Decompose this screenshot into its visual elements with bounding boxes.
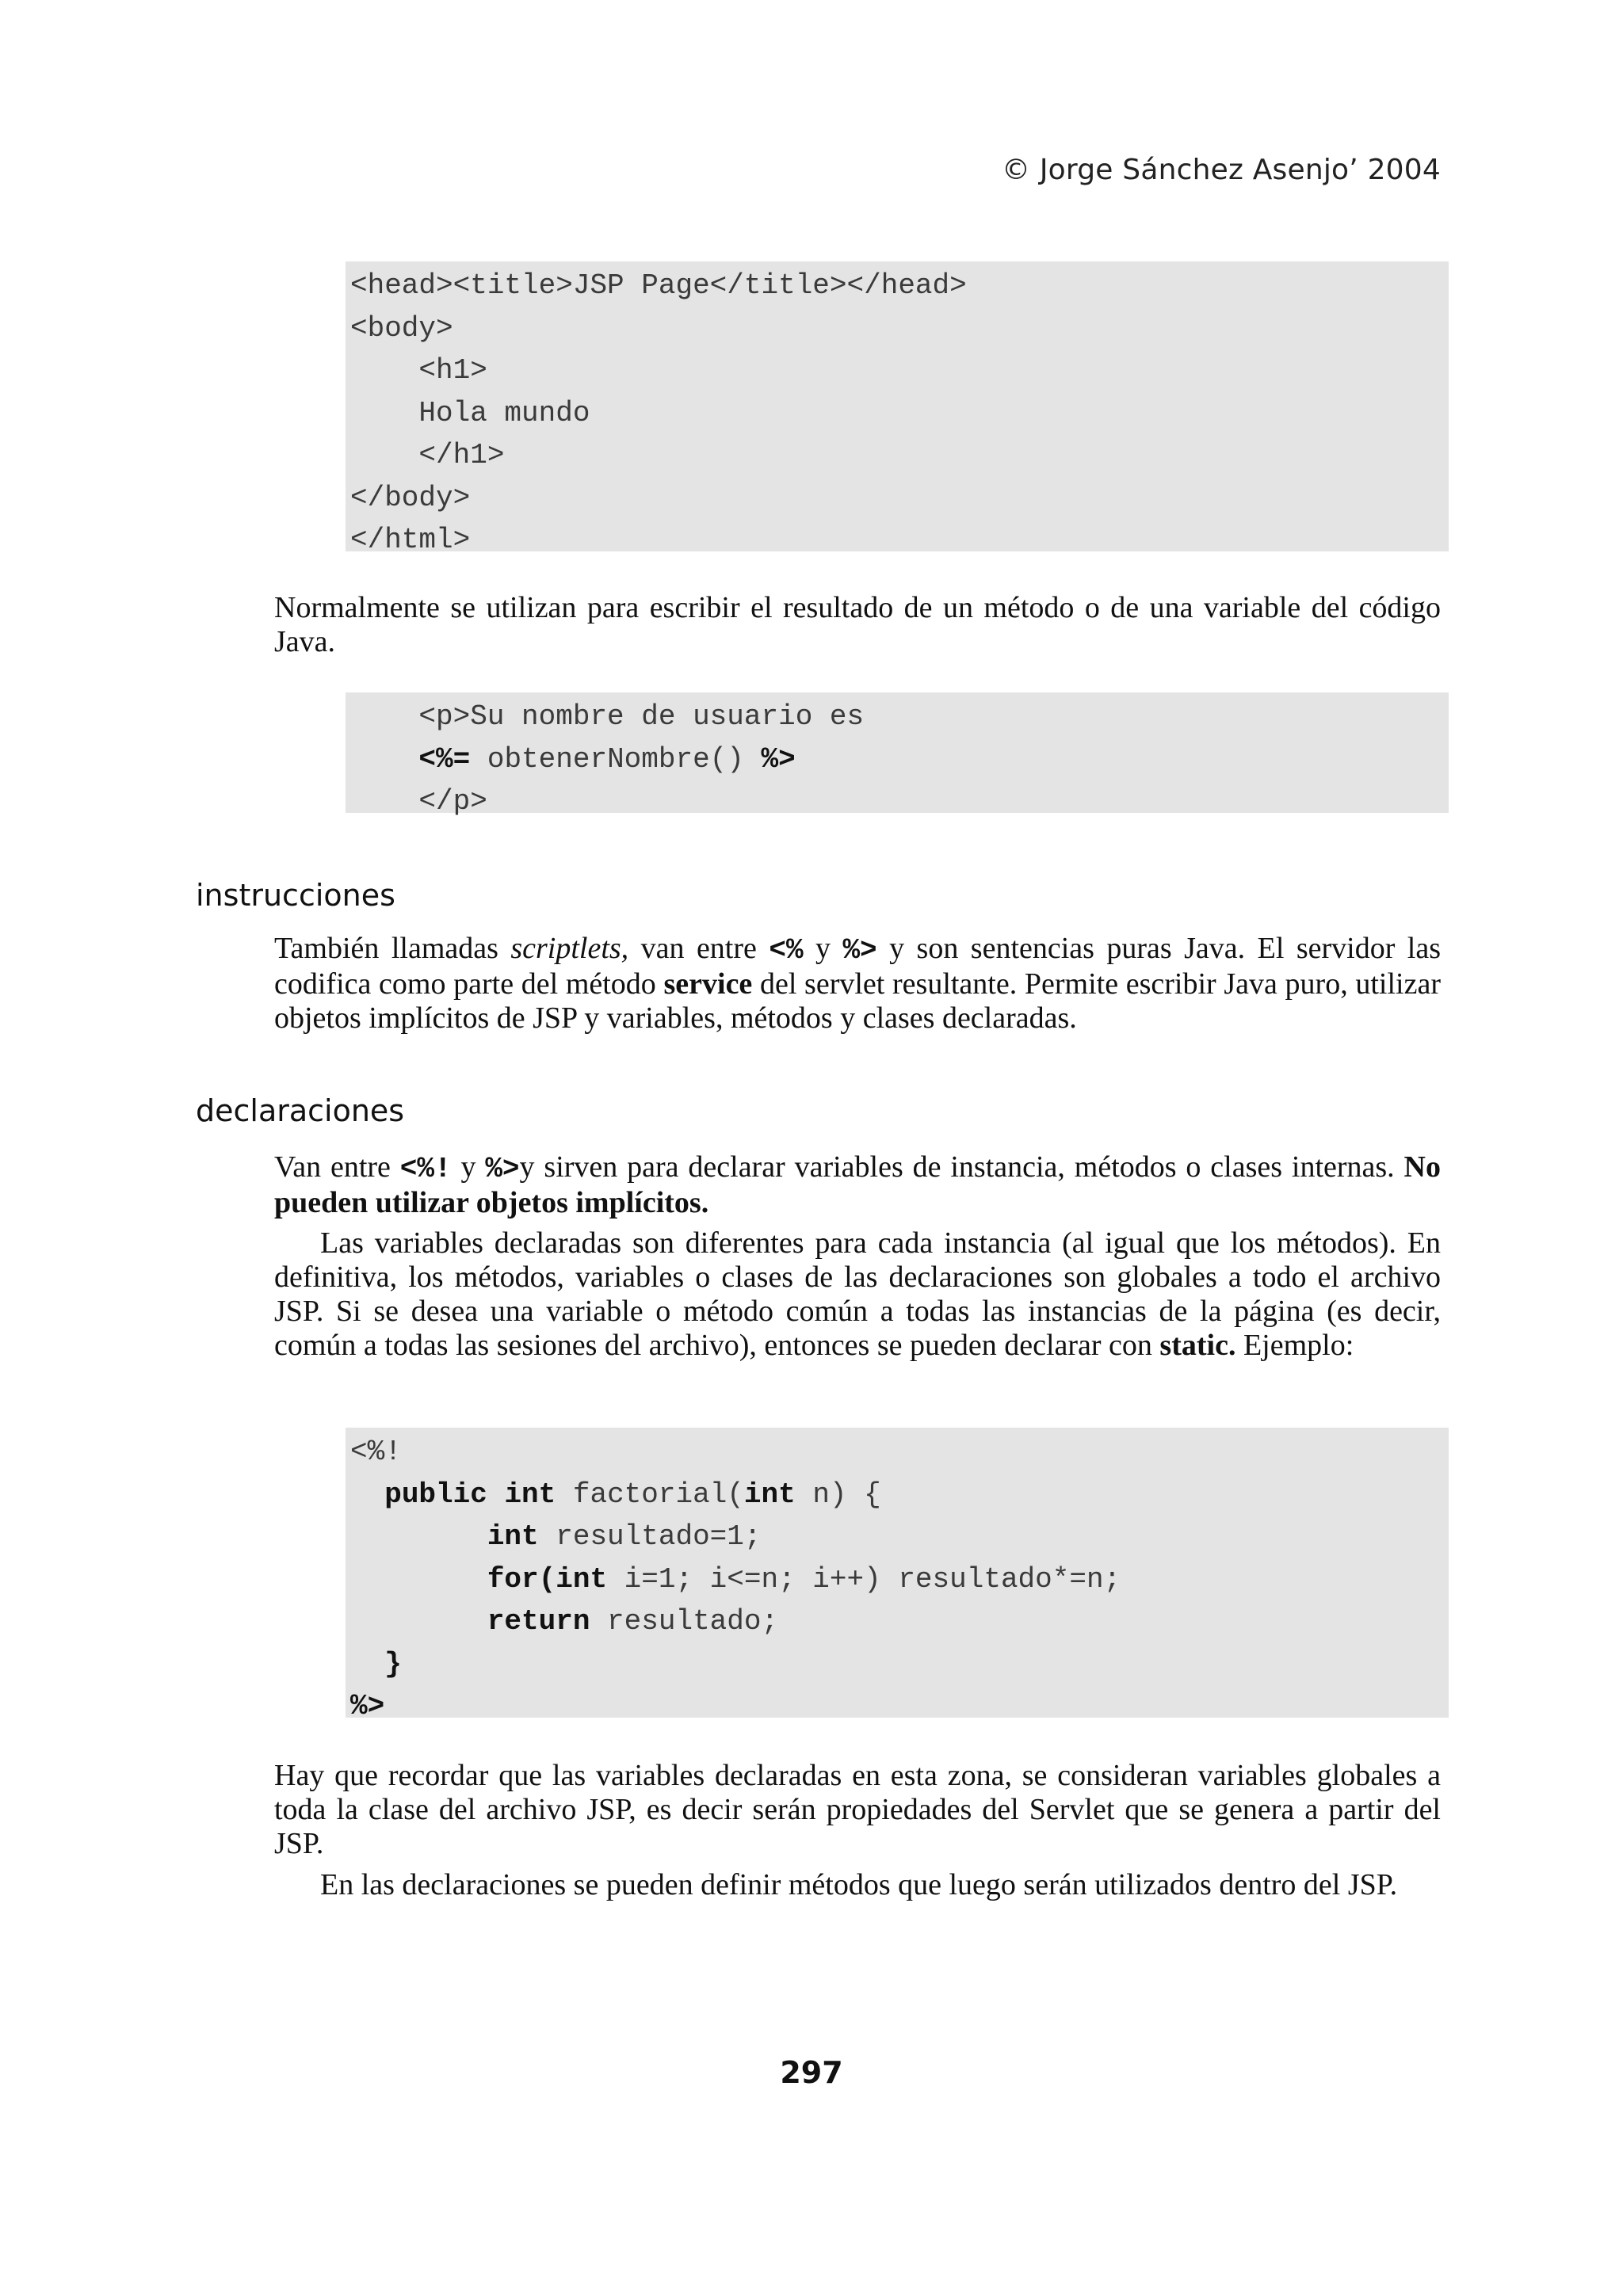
implicit-objects-warning: No pueden utilizar objetos implícitos. bbox=[274, 1150, 1441, 1219]
code-line: <head><title>JSP Page</title></head> bbox=[350, 269, 967, 302]
expression-open-tag: <%= bbox=[418, 742, 471, 776]
code-line: <p>Su nombre de usuario es bbox=[350, 700, 865, 733]
page-header: © Jorge Sánchez Asenjo’ 2004 bbox=[1001, 154, 1441, 186]
code-line: } bbox=[384, 1647, 402, 1680]
declaration-open-tag: <%! bbox=[399, 1153, 452, 1185]
paragraph-expressions: Normalmente se utilizan para escribir el resultado de un método o de una variable del código Java. bbox=[274, 591, 1441, 658]
code-block-declaration bbox=[346, 1428, 1449, 1722]
paragraph-global-variables: Hay que recordar que las variables declaradas en esta zona, se consideran variables globales a toda la clase del archivo JSP, es decir serán propiedades del Servlet que se genera a partir del JSP. bbox=[274, 1759, 1441, 1860]
code-line: </h1> bbox=[350, 439, 505, 471]
code-block-html bbox=[346, 261, 1449, 556]
paragraph-declaraciones-2: Las variables declaradas son diferentes para cada instancia (al igual que los métodos). En definitiva, los métodos, variables o clases de las declaraciones son globales a todo el archivo JSP. Si se desea una variable o método común a todas las instancias de la página (es decir, común a todas las sesiones del archivo), entonces se pueden declarar con static. Ejemplo: bbox=[274, 1226, 1441, 1362]
scriptlet-close-tag: %> bbox=[842, 934, 877, 967]
code-line bbox=[350, 738, 1449, 781]
expression-close-tag: %> bbox=[761, 742, 796, 776]
code-line: return resultado; bbox=[487, 1605, 779, 1638]
service-term: service bbox=[663, 967, 753, 1001]
section-heading-declaraciones: declaraciones bbox=[196, 1093, 405, 1128]
paragraph-instrucciones: También llamadas scriptlets, van entre <% y %> y son sentencias puras Java. El servidor las codifica como parte del método service del servlet resultante. Permite escribir Java puro, utilizar objetos implícitos de JSP y variables, métodos y clases declaradas. bbox=[274, 932, 1442, 1035]
code-line: </body> bbox=[350, 481, 471, 514]
code-line: <body> bbox=[350, 311, 453, 345]
expression-body: obtenerNombre() bbox=[470, 742, 762, 776]
code-line: for(int i=1; i<=n; i++) resultado*=n; bbox=[487, 1562, 1121, 1596]
code-line: public int factorial(int n) { bbox=[384, 1478, 881, 1511]
code-block-expression bbox=[346, 692, 1449, 818]
code-line: %> bbox=[350, 1690, 385, 1722]
paragraph-declaraciones-1: Van entre <%! y %>y sirven para declarar variables de instancia, métodos o clases internas. No pueden utilizar objetos implícitos. bbox=[274, 1150, 1441, 1219]
code-line: <%! bbox=[350, 1436, 402, 1468]
page-number: 297 bbox=[780, 2055, 843, 2090]
code-line: Hola mundo bbox=[350, 396, 590, 429]
static-keyword: static. bbox=[1159, 1329, 1236, 1362]
paragraph-method-definitions: En las declaraciones se pueden definir métodos que luego serán utilizados dentro del JSP. bbox=[320, 1868, 1398, 1901]
code-line: int resultado=1; bbox=[487, 1520, 762, 1553]
scriptlets-term: scriptlets, bbox=[510, 932, 629, 965]
code-line: </html> bbox=[350, 524, 471, 556]
scriptlet-open-tag: <% bbox=[769, 934, 804, 967]
section-heading-instrucciones: instrucciones bbox=[196, 878, 395, 913]
code-line: <h1> bbox=[350, 354, 487, 387]
code-line: </p> bbox=[350, 785, 487, 818]
declaration-close-tag: %> bbox=[485, 1153, 520, 1185]
